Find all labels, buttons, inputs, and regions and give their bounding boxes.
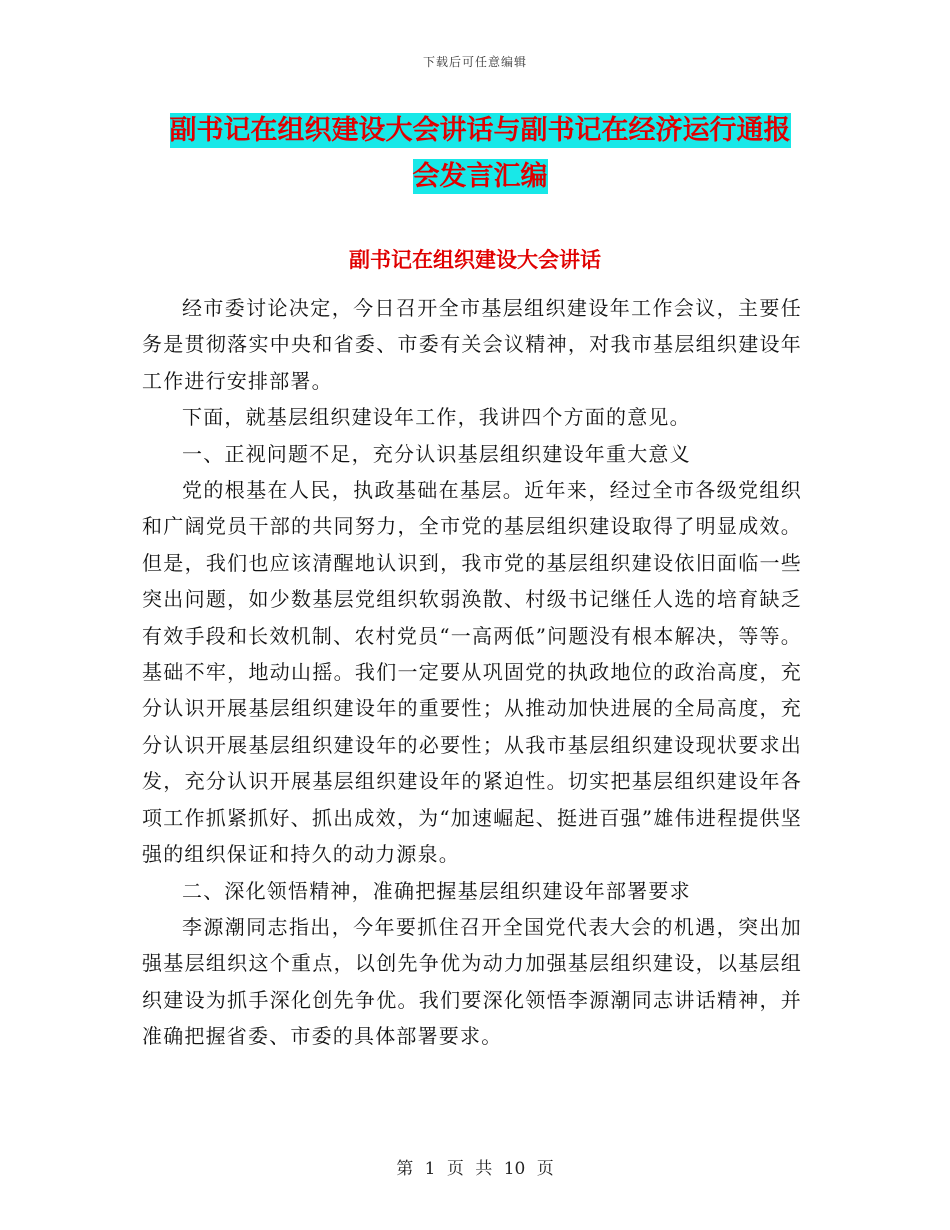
paragraph-4: 李源潮同志指出，今年要抓住召开全国党代表大会的机遇，突出加强基层组织这个重点，以创先争优为动力加强基层组织建设，以基层组织建设为抓手深化创先争优。我们要深化领悟李源潮同志讲话精神，并准确把握省委、市委的具体部署要求。	[142, 914, 802, 1049]
paragraph-3: 党的根基在人民，执政基础在基层。近年来，经过全市各级党组织和广阔党员干部的共同努力，全市党的基层组织建设取得了明显成效。但是，我们也应该清醒地认识到，我市党的基层组织建设依旧面临一些突出问题，如少数基层党组织软弱涣散、村级书记继任人选的培育缺乏有效手段和长效机制、农村党员“一高两低”问题没有根本解决，等等。基础不牢，地动山摇。我们一定要从巩固党的执政地位的政治高度，充分认识开展基层组织建设年的重要性；从推动加快进展的全局高度，充分认识开展基层组织建设年的必要性；从我市基层组织建设现状要求出发，充分认识开展基层组织建设年的紧迫性。切实把基层组织建设年各项工作抓紧抓好、抓出成效，为“加速崛起、挺进百强”雄伟进程提供坚强的组织保证和持久的动力源泉。	[142, 478, 802, 867]
page-footer: 第 1 页 共 10 页	[396, 1159, 554, 1179]
heading-1: 一、正视问题不足，充分认识基层组织建设年重大意义	[182, 441, 691, 466]
section-title: 副书记在组织建设大会讲话	[349, 248, 601, 272]
main-title-line-1: 副书记在组织建设大会讲话与副书记在经济运行通报	[169, 115, 791, 146]
paragraph-1: 经市委讨论决定，今日召开全市基层组织建设年工作会议，主要任务是贯彻落实中央和省委、市委有关会议精神，对我市基层组织建设年工作进行安排部署。	[142, 296, 802, 393]
heading-2: 二、深化领悟精神，准确把握基层组织建设年部署要求	[182, 878, 691, 903]
header-note: 下载后可任意编辑	[422, 55, 527, 69]
paragraph-2: 下面，就基层组织建设年工作，我讲四个方面的意见。	[182, 405, 691, 430]
main-title	[140, 108, 820, 200]
main-title-line-2: 会发言汇编	[412, 161, 548, 192]
body-text	[142, 290, 802, 1055]
